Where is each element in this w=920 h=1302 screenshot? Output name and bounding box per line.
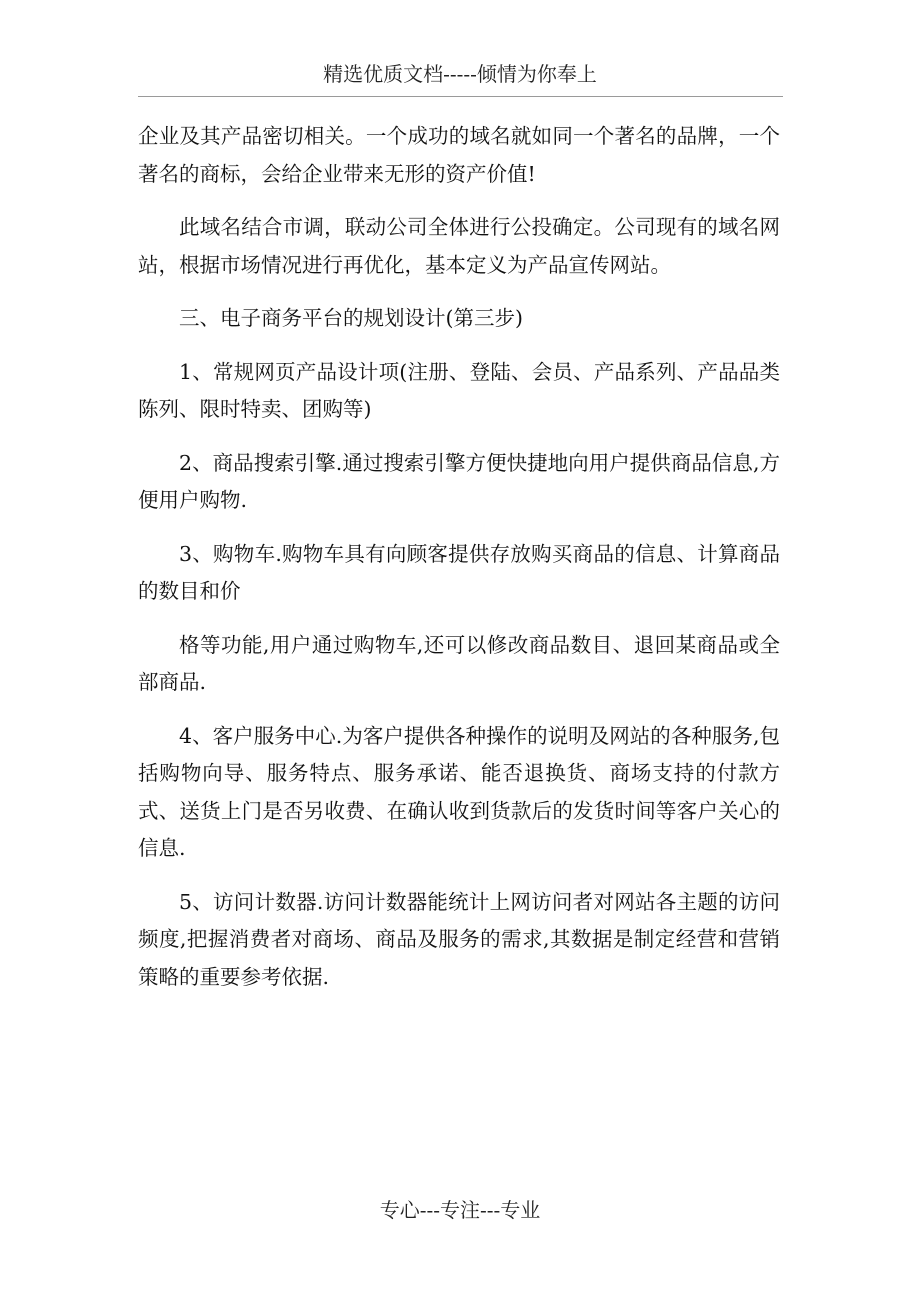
list-item-2: 2、商品搜索引擎.通过搜索引擎方便快捷地向用户提供商品信息,方便用户购物. (138, 450, 780, 512)
list-item-5: 5、访问计数器.访问计数器能统计上网访问者对网站各主题的访问频度,把握消费者对商场、商品及服务的需求,其数据是制定经营和营销策略的重要参考依据. (138, 889, 780, 989)
paragraph-domain-decision: 此域名结合市调，联动公司全体进行公投确定。公司现有的域名网站，根据市场情况进行再优化，基本定义为产品宣传网站。 (138, 215, 780, 277)
list-item-4: 4、客户服务中心.为客户提供各种操作的说明及网站的各种服务,包括购物向导、服务特点、服务承诺、能否退换货、商场支持的付款方式、送货上门是否另收费、在确认收到货款后的发货时间等客户关心的信息. (138, 723, 780, 860)
list-item-3: 3、购物车.购物车具有向顾客提供存放购买商品的信息、计算商品的数目和价 (138, 541, 780, 603)
list-item-1: 1、常规网页产品设计项(注册、登陆、会员、产品系列、产品品类陈列、限时特卖、团购等) (138, 359, 780, 421)
section-heading: 三、电子商务平台的规划设计(第三步) (179, 306, 523, 330)
page-footer: 专心---专注---专业 (379, 1198, 541, 1222)
paragraph-continuation: 企业及其产品密切相关。一个成功的域名就如同一个著名的品牌，一个著名的商标，会给企业带来无形的资产价值! (138, 124, 780, 186)
header-divider (138, 96, 783, 97)
page-header: 精选优质文档-----倾情为你奉上 (323, 62, 597, 86)
list-item-3-continued: 格等功能,用户通过购物车,还可以修改商品数目、退回某商品或全部商品. (138, 632, 780, 694)
document-body (138, 118, 780, 1012)
